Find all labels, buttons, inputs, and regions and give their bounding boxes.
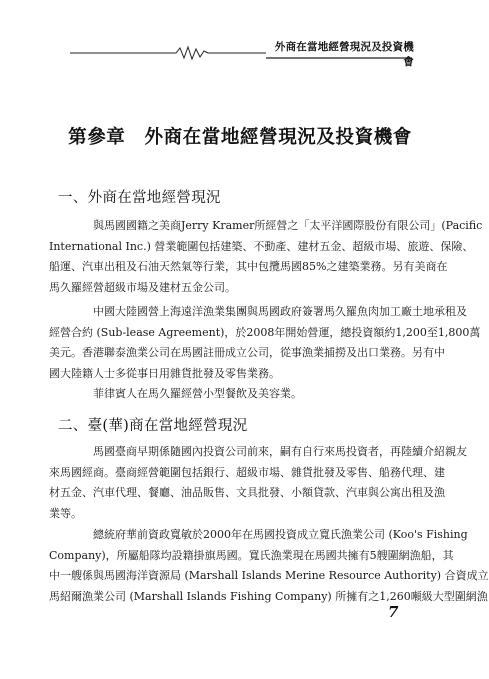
text-line: 馬久羅經營超級市場及建材五金公司。 bbox=[49, 280, 236, 294]
text-line: International Inc.) 營業範圍包括建築、不動產、建材五金、超級市場、旅遊、保險、 bbox=[49, 239, 474, 253]
text-line: 船運、汽車出租及石油天然氣等行業，其中包攬馬國85%之建築業務。另有美商在 bbox=[49, 260, 448, 274]
paragraph-2-1 bbox=[49, 442, 467, 524]
page-number: 7 bbox=[388, 603, 399, 621]
paragraph-1-2 bbox=[49, 302, 481, 384]
paragraph-1-3 bbox=[71, 384, 412, 405]
section-heading-2: 二、臺(華)商在當地經營現況 bbox=[58, 418, 248, 434]
text-line: 與馬國國籍之美商Jerry Kramer所經營之「太平洋國際股份有限公司」(Pacific bbox=[93, 219, 483, 232]
paragraph-2-2 bbox=[49, 525, 489, 607]
text-line: Company)，所屬船隊均設籍掛旗馬國。寬氏漁業現在馬國共擁有5艘圍網漁船，其 bbox=[49, 548, 454, 562]
text-line: 美元。香港聯泰漁業公司在馬國註冊成立公司，從事漁業捕撈及出口業務。另有中 bbox=[49, 346, 445, 360]
text-line: 材五金、汽車代理、餐廳、油品販售、文具批發、小額貸款、汽車與公寓出租及漁 bbox=[49, 486, 445, 500]
text-line: 國大陸籍人士多從事日用雜貨批發及零售業務。 bbox=[49, 366, 280, 380]
text-line: 業等。 bbox=[49, 506, 82, 520]
running-header-title: 外商在當地經營現況及投資機會 bbox=[274, 41, 414, 68]
text-line: 馬紹爾漁業公司 (Marshall Islands Fishing Company) 所擁有之1,260噸級大型圍網漁 bbox=[49, 589, 488, 603]
text-line: 中國大陸國營上海遠洋漁業集團與馬國政府簽署馬久羅魚肉加工廠土地承租及 bbox=[93, 305, 467, 318]
section-heading-1: 一、外商在當地經營現況 bbox=[58, 190, 221, 206]
text-line: 馬國臺商早期係隨國內投資公司前來，嗣有自行來馬投資者，再陸續介紹親友 bbox=[93, 445, 467, 458]
text-line: 經營合約 (Sub-lease Agreement)，於2008年開始營運，總投資額約1,200至1,800萬 bbox=[49, 325, 481, 339]
text-line: 總統府華前資政寬敏於2000年在馬國投資成立寬氏漁業公司 (Koo's Fishing bbox=[93, 528, 468, 541]
text-line: 菲律賓人在馬久羅經營小型餐飲及美容業。 bbox=[93, 387, 302, 400]
text-line: 中一艘係與馬國海洋資源局 (Marshall Islands Merine Resource Authority) 合資成立 bbox=[49, 569, 489, 583]
chapter-title: 第參章 外商在當地經營現況及投資機會 bbox=[68, 127, 412, 148]
paragraph-1-1 bbox=[49, 216, 483, 298]
text-line: 來馬國經商。臺商經營範圍包括銀行、超級市場、雜貨批發及零售、船務代理、建 bbox=[49, 465, 445, 479]
